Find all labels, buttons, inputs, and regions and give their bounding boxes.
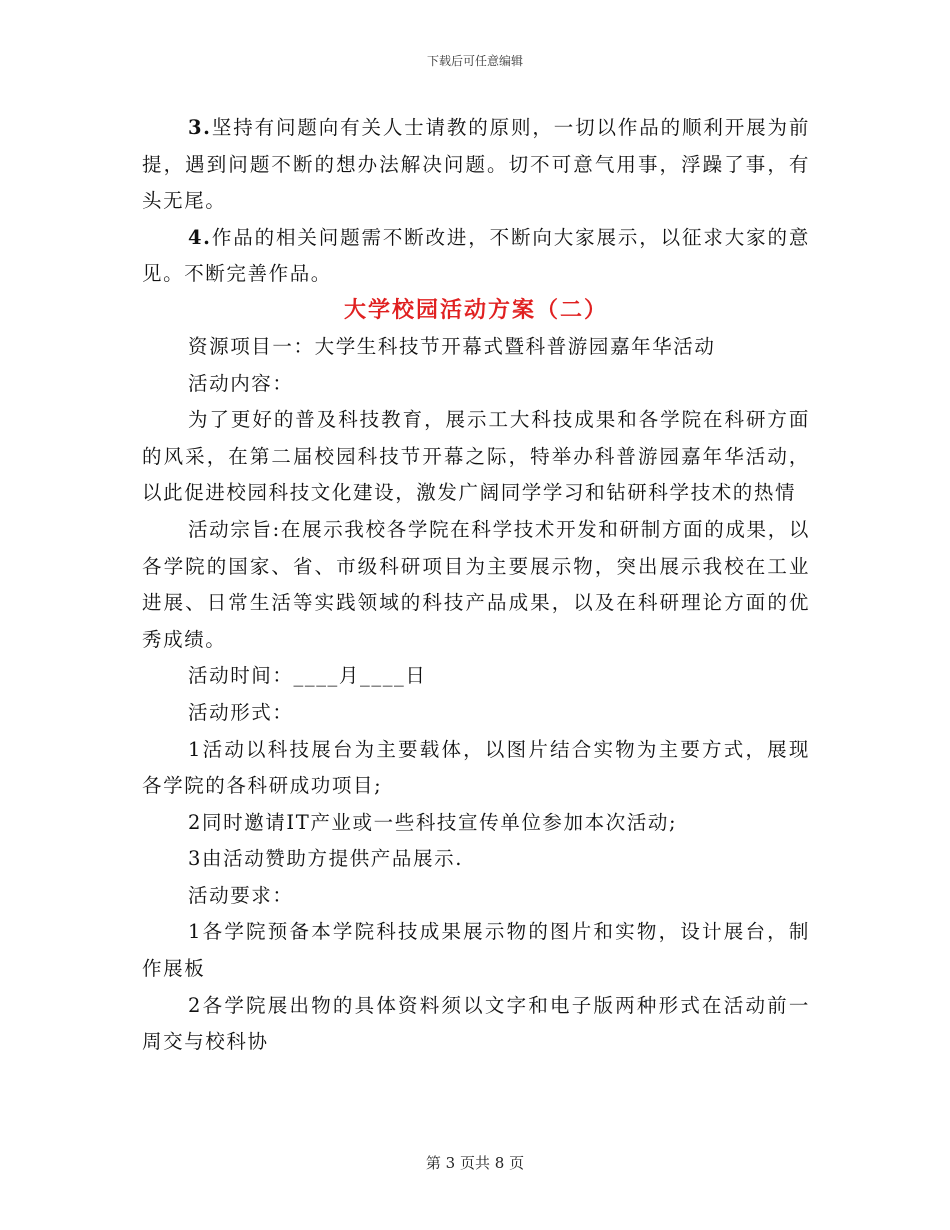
item-text: 作品的相关问题需不断改进，不断向大家展示，以征求大家的意见。不断完善作品。 bbox=[142, 225, 810, 286]
item-text: 坚持有问题向有关人士请教的原则，一切以作品的顺利开展为前提，遇到问题不断的想办法解决问题。切不可意气用事，浮躁了事，有头无尾。 bbox=[142, 116, 810, 213]
paragraph-form-item-3: 3由活动赞助方提供产品展示. bbox=[188, 847, 464, 871]
paragraph-resource-project: 资源项目一：大学生科技节开幕式暨科普游园嘉年华活动 bbox=[188, 334, 716, 358]
list-item bbox=[142, 220, 810, 293]
page-footer: 第 3 页共 8 页 bbox=[425, 1154, 525, 1172]
paragraph-form-item-2: 2同时邀请IT产业或一些科技宣传单位参加本次活动; bbox=[188, 810, 678, 834]
paragraph-activity-time: 活动时间：____月____日 bbox=[188, 664, 427, 688]
paragraph-activity-purpose: 活动宗旨:在展示我校各学院在科学技术开发和研制方面的成果，以各学院的国家、省、市级科研项目为主要展示物，突出展示我校在工业进展、日常生活等实践领域的科技产品成果，以及在科研理论方面的优秀成绩。 bbox=[142, 517, 810, 651]
section-title: 大学校园活动方案（二） bbox=[343, 297, 608, 323]
item-number: 4. bbox=[188, 225, 212, 249]
list-item bbox=[142, 110, 810, 220]
paragraph-requirement-1: 1各学院预备本学院科技成果展示物的图片和实物，设计展台，制作展板 bbox=[142, 920, 810, 981]
paragraph-activity-content-label: 活动内容： bbox=[188, 371, 294, 395]
paragraph-requirements-label: 活动要求： bbox=[188, 883, 294, 907]
item-number: 3. bbox=[188, 116, 212, 139]
paragraph-activity-form-label: 活动形式： bbox=[188, 700, 294, 724]
document-body bbox=[142, 110, 810, 1061]
paragraph-requirement-2: 2各学院展出物的具体资料须以文字和电子版两种形式在活动前一周交与校科协 bbox=[142, 993, 810, 1054]
paragraph-form-item-1: 1活动以科技展台为主要载体，以图片结合实物为主要方式，展现各学院的各科研成功项目; bbox=[142, 737, 810, 798]
page-header: 下载后可任意编辑 bbox=[426, 54, 523, 68]
paragraph-activity-content: 为了更好的普及科技教育，展示工大科技成果和各学院在科研方面的风采，在第二届校园科技节开幕之际，特举办科普游园嘉年华活动，以此促进校园科技文化建设，激发广阔同学学习和钻研科学技术的热情 bbox=[142, 408, 810, 505]
